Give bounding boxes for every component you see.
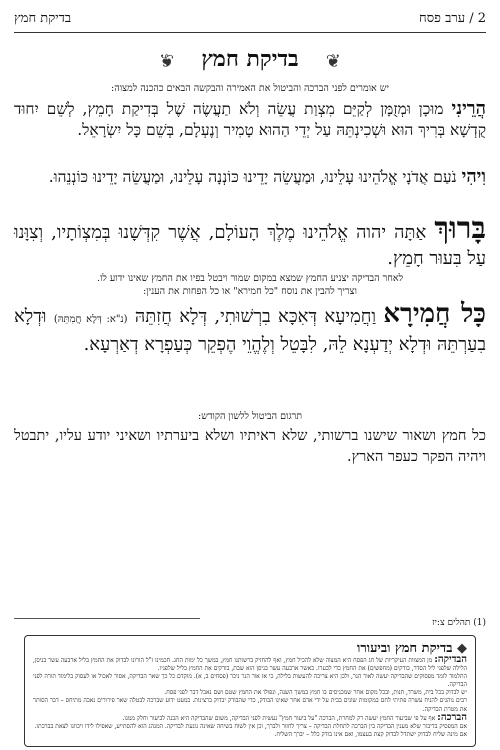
after-note-2: וצריך להבין את נוסח "כל חמירא" או כל הפחות את הענין: (143, 286, 357, 297)
commentary-paragraph (33, 656, 467, 673)
hareni-text: מוּכָן וּמְזֻמָּן לְקַיֵּם מִצְוַת עֲשֵׂה וְלֹא תַעֲשֶׂה שֶׁל בְּדִיקַת חָמֵץ, לְשֵׁם יִחוּד קֻדְשָׁא בְּרִיךְ הוּא וּשְׁכִינְתֵּהּ עַל יְדֵי הַהוּא טָמִיר וְנֶעְלָם, בְּשֵׁם כָּל יִשְׂרָאֵל. (14, 100, 486, 139)
footnote: (1) תהלים צ:יז (432, 618, 486, 628)
commentary-paragraph: התלמוד לומד מפסוקים שהבדיקה יעשה לאור הנר, ולכן היא צריכה להעשות בלילה, כי אז אור הנר ניכר (פסחים ב, א). מוקדם כל כך שאר הבדיקה, אסור לאכול או לעסוק בלימוד תורה לפני הבדיקה. (33, 673, 467, 689)
commentary-paragraph: אם המפסיק בדיבור שלא מענין הבדיקה בין הברכה לתחלת הבדיקה – צריך לחזור ולברך, וכן אין לשוח בשיחה שאינה נוגעת לבדיקה. המנהג הוא להסתייע, שאפילו לידו ויכוונו לצאת בברכתו. (34, 722, 467, 730)
commentary-text: אף על פי שביעור החמץ יעשה רק למחרת, הברכה "על ביעור חמץ" נעשית לפני הבדיקה, משום שהבדיקה היא הכנה לביעור וחלק ממנו. (122, 714, 438, 722)
kol-chamira-text-2: וּדְלָא בִעַרְתֵּהּ וּדְלָא יְדַעְנָא לֵהּ, לִבָּטֵל וְלֶהֱוֵי הֶפְקֵר כְּעַפְרָא דְאַרְעָא. (14, 306, 486, 355)
blessing-paragraph (14, 211, 486, 272)
hareni-lead: הֲרֵינִי (451, 98, 486, 119)
commentary-title (33, 640, 467, 656)
after-note-1: לאחר הבדיקה יצניע החמץ שמצא במקום שמור ויבטל בפיו את החמץ שאינו ידוע לו. (96, 273, 404, 284)
diamond-bullet-icon: ◆ (452, 641, 467, 656)
vihi-paragraph (14, 166, 486, 188)
page-header (14, 6, 486, 32)
commentary-box (24, 635, 476, 747)
running-head: בדיקת חמץ (14, 11, 72, 26)
footnote-rule (14, 618, 200, 619)
vihi-lead: וִיהִי (461, 166, 486, 187)
ornament-swirl-icon: ❦ (325, 51, 341, 72)
commentary-lead-bedika: הבדיקה: (434, 654, 467, 665)
kol-chamira-lead: כָּל חֲמִירָא (383, 299, 486, 329)
title-block (0, 44, 500, 78)
commentary-paragraph (33, 711, 467, 723)
header-rule (14, 32, 486, 33)
page-title: בדיקת חמץ (201, 46, 299, 72)
translation-note: תרגום הביטול ללשון הקודש: (197, 411, 303, 422)
kol-chamira-variant: (נ"א: דְּלָא חֲמִתֵּהּ) (53, 314, 128, 325)
kol-chamira-paragraph (14, 299, 486, 357)
ornament-swirl-icon: ❦ (159, 51, 175, 72)
baruch-lead: בָּרוּךְ (434, 211, 486, 246)
kol-chamira-text-1: וַחֲמִיעָא דְּאִכָּא בִרְשׁוּתִי, דְּלָא חֲזִתֵּהּ (127, 306, 384, 327)
hareni-paragraph (14, 98, 486, 141)
vihi-text: נֹעַם אֲדֹנָי אֱלֹהֵינוּ עָלֵינוּ, וּמַעֲשֵׂה יָדֵינוּ כּוֹנְנָה עָלֵינוּ, וּמַעֲשֵׂה יָדֵינוּ כּוֹנְנֵהוּ. (48, 168, 462, 186)
commentary-title-text: בדיקת חמץ וביעורו (357, 641, 453, 656)
commentary-text: מן המצוות העיקריות של חג הפסח היא המצוה שלא להכיל חמץ, ואף להחזיק ברשותנו חמץ, במשך כל ימות החג. חכמינו ז"ל הורונו לבדוק את החמץ בליל ארבעה עשר בניסן, הלילה שלפני ליל הסדר, בודקים (מחפשים) את החמץ כדי לבערו. כאשר ארבעה עשר בניסן הוא שבת, בודקים את החמץ בליל שלפניו. (33, 657, 467, 673)
baruch-text: אַתָּה יהוה אֱלֹהֵינוּ מֶלֶךְ הָעוֹלָם, אֲשֶׁר קִדְּשָׁנוּ בְּמִצְוֹתָיו, וְצִוָּנוּ עַל בִּעוּר חָמֵץ. (14, 222, 486, 269)
commentary-paragraph: אם מינה שליח לבדוק ישתדל לבדוק קצת בעצמו, ואם אינו בודק כלל – יברך השליח. (274, 730, 467, 738)
commentary-content (33, 640, 467, 739)
commentary-paragraph: רבים נוהגים להניח עשרה פתיתי לחם במקומות שונים בבית על ידי אדם אחר שאינו הבודק, כדי שהבודק יבדוק ברצינות. כמעט ידוע שברכה לבטלה שאר פירורים נאכה מתיחס – דבר הסותר את מטרת הבדיקה. (33, 697, 467, 713)
page-number-section: 2 / ערב פסח (419, 11, 486, 26)
commentary-lead-bracha: הברכה: (437, 711, 467, 723)
commentary-paragraph: יש לבדוק בכל בית, משרד, חנות, ובכל מקום אחר שמכניסים בו חמץ במשך השנה, ונפולו את החמץ שטם ושם נאכל דבר לפני פסח. (164, 689, 467, 697)
translation-paragraph: כל חמץ ושאור שישנו ברשותי, שלא ראיתיו ושלא ביערתיו ושאיני יודע עליו, יתבטל ויהיה הפקר כעפר הארץ. (14, 428, 486, 465)
intro-note: יש אומרים לפני הברכה והביטול את האמירה והבקשה הבאים כהכנה למצוה: (111, 83, 389, 94)
